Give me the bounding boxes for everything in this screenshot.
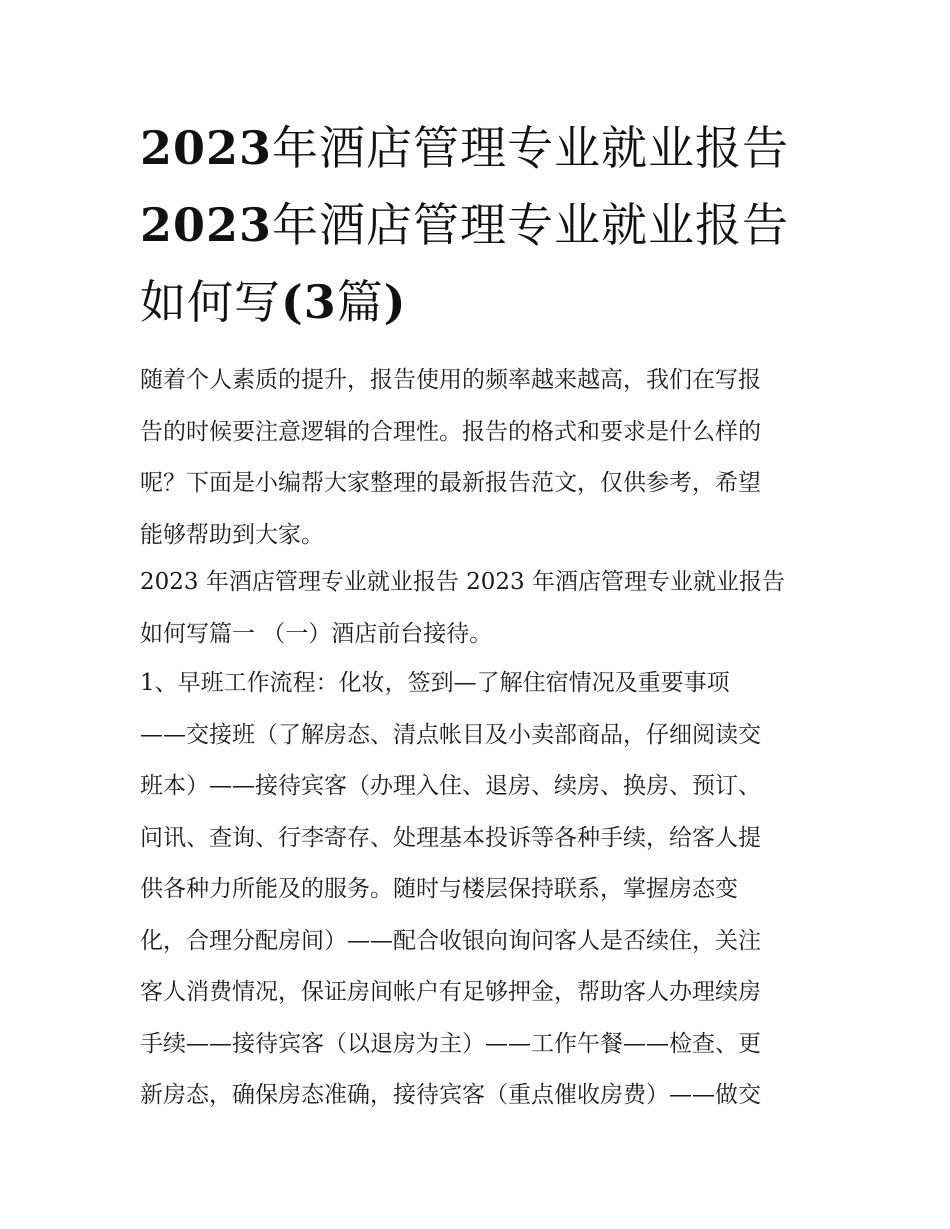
intro-line: 随着个人素质的提升，报告使用的频率越来越高，我们在写报 bbox=[140, 367, 761, 393]
section-heading bbox=[140, 557, 820, 660]
title-close-paren: ) bbox=[383, 275, 407, 329]
intro-line: 呢？下面是小编帮大家整理的最新报告范文，仅供参考，希望 bbox=[140, 470, 761, 496]
intro-line: 能够帮助到大家。 bbox=[140, 521, 324, 548]
title-count: (3 bbox=[281, 275, 337, 329]
title-text-3b: 篇 bbox=[336, 275, 384, 329]
item-1-line: 客人消费情况，保证房间帐户有足够押金，帮助客人办理续房 bbox=[140, 979, 761, 1005]
title-year-2: 2023 bbox=[140, 198, 273, 252]
item-1-line: 供各种力所能及的服务。随时与楼层保持联系，掌握房态变 bbox=[140, 876, 738, 902]
item-1-line: 问讯、查询、行李寄存、处理基本投诉等各种手续，给客人提 bbox=[140, 824, 761, 851]
item-1-line: 1、早班工作流程：化妆，签到—了解住宿情况及重要事项 bbox=[140, 670, 730, 696]
title-text-3a: 如何写 bbox=[140, 275, 281, 329]
title-text-1: 年酒店管理专业就业报告 bbox=[272, 121, 790, 175]
intro-line: 告的时候要注意逻辑的合理性。报告的格式和要求是什么样的 bbox=[140, 418, 761, 445]
title-line-1 bbox=[140, 110, 820, 187]
intro-paragraph bbox=[140, 355, 820, 561]
section-heading-line: 2023 年酒店管理专业就业报告 2023 年酒店管理专业就业报告 bbox=[140, 569, 785, 595]
document-title bbox=[140, 110, 820, 341]
item-1-line: 班本）——接待宾客（办理入住、退房、续房、换房、预订、 bbox=[140, 773, 761, 799]
item-1-line: 化，合理分配房间）——配合收银向询问客人是否续住，关注 bbox=[140, 927, 761, 954]
item-1-line: 手续——接待宾客（以退房为主）——工作午餐——检查、更 bbox=[140, 1030, 761, 1057]
title-line-2 bbox=[140, 187, 820, 264]
item-1-paragraph bbox=[140, 658, 820, 1122]
title-text-2: 年酒店管理专业就业报告 bbox=[272, 198, 790, 252]
title-line-3 bbox=[140, 264, 820, 341]
title-year-1: 2023 bbox=[140, 121, 273, 175]
section-heading-line: 如何写篇一 （一）酒店前台接待。 bbox=[140, 620, 493, 647]
item-1-line: 新房态，确保房态准确，接待宾客（重点催收房费）——做交 bbox=[140, 1082, 761, 1108]
item-1-line: ——交接班（了解房态、清点帐目及小卖部商品，仔细阅读交 bbox=[140, 721, 761, 748]
